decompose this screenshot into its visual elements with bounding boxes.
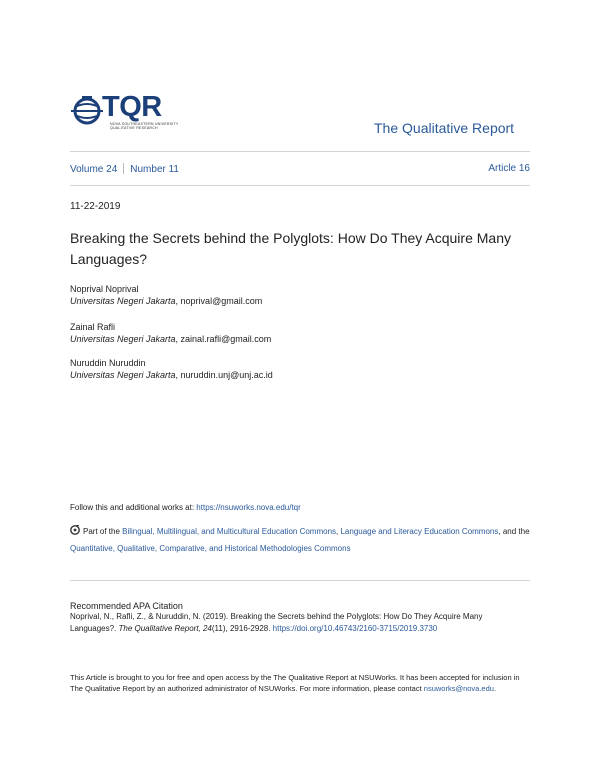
tqr-logo	[70, 92, 190, 132]
logo-subline-1: NOVA SOUTHEASTERN UNIVERSITY	[110, 122, 179, 126]
footer-end: .	[493, 684, 497, 693]
part-of-section	[70, 523, 532, 557]
follow-line	[70, 503, 301, 512]
volume-info	[70, 163, 179, 175]
author-2	[70, 321, 271, 345]
methodologies-commons-link[interactable]: Quantitative, Qualitative, Comparative, and Historical Methodologies Commons	[70, 544, 351, 553]
number-link[interactable]: Number 11	[130, 164, 179, 175]
citation-heading: Recommended APA Citation	[70, 601, 183, 611]
author-affiliation: Universitas Negeri Jakarta	[70, 296, 176, 306]
author-email: , zainal.rafli@gmail.com	[175, 334, 272, 344]
publication-date: 11-22-2019	[70, 201, 121, 212]
citation-text-a: Noprival, N., Rafli, Z., & Nuruddin, N. (2019). Breaking the Secrets behind the Polyglots: How Do They Acquire Many Languages?.	[70, 612, 483, 633]
partof-prefix: Part of the	[83, 527, 123, 536]
partof-sep2: , and the	[498, 527, 530, 536]
logo-wordmark: TQR	[102, 91, 162, 123]
author-affiliation: Universitas Negeri Jakarta	[70, 370, 176, 380]
divider-citation	[70, 580, 530, 581]
open-access-icon	[70, 525, 80, 535]
contact-email-link[interactable]: nsuworks@nova.edu	[423, 684, 494, 693]
author-email: , nuruddin.unj@unj.ac.id	[175, 370, 273, 380]
bilingual-commons-link[interactable]: Bilingual, Multilingual, and Multicultural Education Commons	[122, 527, 337, 536]
volume-separator	[123, 163, 124, 174]
article-title: Breaking the Secrets behind the Polyglots: How Do They Acquire Many Languages?	[70, 230, 511, 267]
follow-prefix: Follow this and additional works at:	[70, 503, 197, 512]
author-email: , noprival@gmail.com	[175, 296, 263, 306]
follow-url-link[interactable]: https://nsuworks.nova.edu/tqr	[196, 503, 301, 512]
volume-link[interactable]: Volume 24	[70, 164, 118, 175]
author-name: Zainal Rafli	[70, 322, 116, 332]
author-3	[70, 357, 273, 381]
author-affiliation: Universitas Negeri Jakarta	[70, 334, 176, 344]
tqr-globe-logo-icon	[70, 92, 104, 132]
author-name: Nuruddin Nuruddin	[70, 358, 146, 368]
author-name: Noprival Noprival	[70, 284, 139, 294]
divider-header	[70, 185, 530, 186]
article-number[interactable]: Article 16	[488, 163, 530, 174]
logo-subline-2: QUALITATIVE RESEARCH	[110, 126, 158, 130]
language-literacy-commons-link[interactable]: Language and Literacy Education Commons	[340, 527, 499, 536]
divider-top	[70, 151, 530, 152]
partof-sep1: ,	[336, 527, 341, 536]
citation-journal: The Qualitative Report, 24	[118, 624, 212, 633]
citation-text-b: (11), 2916-2928.	[211, 624, 273, 633]
footer-text: This Article is brought to you for free and open access by the The Qualitative Report at NSUWorks. It has been accepted for inclusion in The Qualitative Report by an authorized administrator of NSUWorks. For more information, please contact	[70, 673, 520, 693]
citation-doi-link[interactable]: https://doi.org/10.46743/2160-3715/2019.3730	[272, 624, 438, 633]
journal-name[interactable]: The Qualitative Report	[374, 120, 515, 136]
footer-notice	[70, 672, 532, 694]
author-1	[70, 283, 262, 307]
citation-text	[70, 611, 530, 635]
